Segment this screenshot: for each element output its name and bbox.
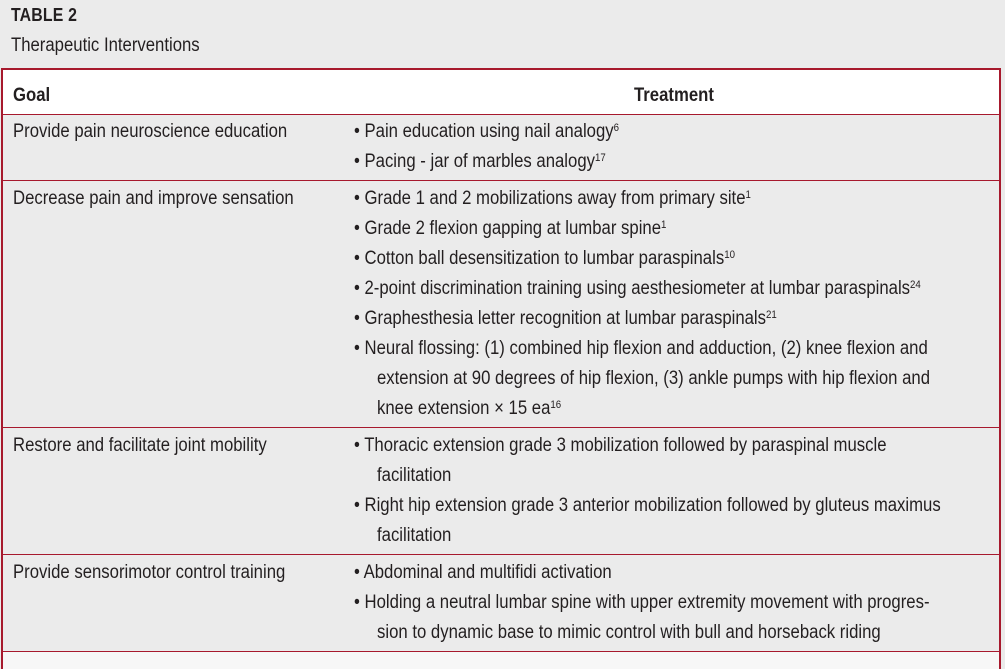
treatment-item: • Grade 2 flexion gapping at lumbar spine$^1$ (354, 218, 667, 239)
goal-cell: Restore and facilitate joint mobility (13, 435, 267, 456)
table-caption (0, 0, 1005, 68)
reference-superscript: 6 (613, 122, 620, 134)
row-divider (3, 554, 999, 555)
table-footer-space (3, 652, 999, 669)
treatment-item: • Neural flossing: (1) combined hip flexion and adduction, (2) knee flexion and (354, 338, 928, 359)
treatment-item: • Abdominal and multifidi activation (354, 562, 612, 583)
therapeutic-interventions-table (1, 68, 1001, 669)
reference-superscript: 17 (594, 152, 606, 164)
treatment-item-continued: extension at 90 degrees of hip flexion, (3) ankle pumps with hip flexion and (377, 368, 931, 389)
reference-superscript: 24 (910, 279, 921, 291)
treatment-item: • Cotton ball desensitization to lumbar paraspinals$^{10}$ (354, 248, 735, 269)
reference-superscript: 21 (766, 309, 777, 321)
treatment-item-continued: knee extension × 15 $ea^{16}$ (377, 398, 562, 419)
treatment-item: • Holding a neutral lumbar spine with upper extremity movement with progres- (354, 592, 930, 613)
table-body (3, 115, 999, 653)
treatment-item: • Pacing - jar of marbles analogy$^{17}$ (354, 151, 606, 172)
table-label: TABLE 2 (11, 5, 78, 25)
goal-cell: Provide pain neuroscience education (13, 121, 288, 142)
row-divider (3, 427, 999, 428)
table-title: Therapeutic Interventions (11, 35, 200, 56)
treatment-item: • Pain education using nail analogy$^6$ (354, 121, 620, 142)
treatment-item-continued: facilitation (377, 465, 452, 486)
treatment-item: • Thoracic extension grade 3 mobilization followed by paraspinal muscle (354, 435, 887, 456)
treatment-item: • 2-point discrimination training using aesthesiometer at lumbar paraspinals$^{24}$ (354, 278, 921, 299)
treatment-item-continued: sion to dynamic base to mimic control with bull and horseback riding (377, 622, 881, 643)
goal-cell: Decrease pain and improve sensation (13, 188, 294, 209)
table-header-row (3, 70, 999, 115)
reference-superscript: 1 (661, 219, 667, 231)
header-goal: Goal (13, 85, 51, 106)
reference-superscript: 1 (745, 189, 751, 201)
row-divider (3, 180, 999, 181)
goal-cell: Provide sensorimotor control training (13, 562, 286, 583)
treatment-item-continued: facilitation (377, 525, 452, 546)
reference-superscript: 16 (550, 399, 562, 411)
treatment-item: • Right hip extension grade 3 anterior mobilization followed by gluteus maximus (354, 495, 941, 516)
treatment-item: • Graphesthesia letter recognition at lumbar paraspinals$^{21}$ (354, 308, 777, 329)
treatment-item: • Grade 1 and 2 mobilizations away from primary site$^1$ (354, 188, 751, 209)
header-treatment: Treatment (634, 85, 714, 106)
reference-superscript: 10 (724, 249, 735, 261)
